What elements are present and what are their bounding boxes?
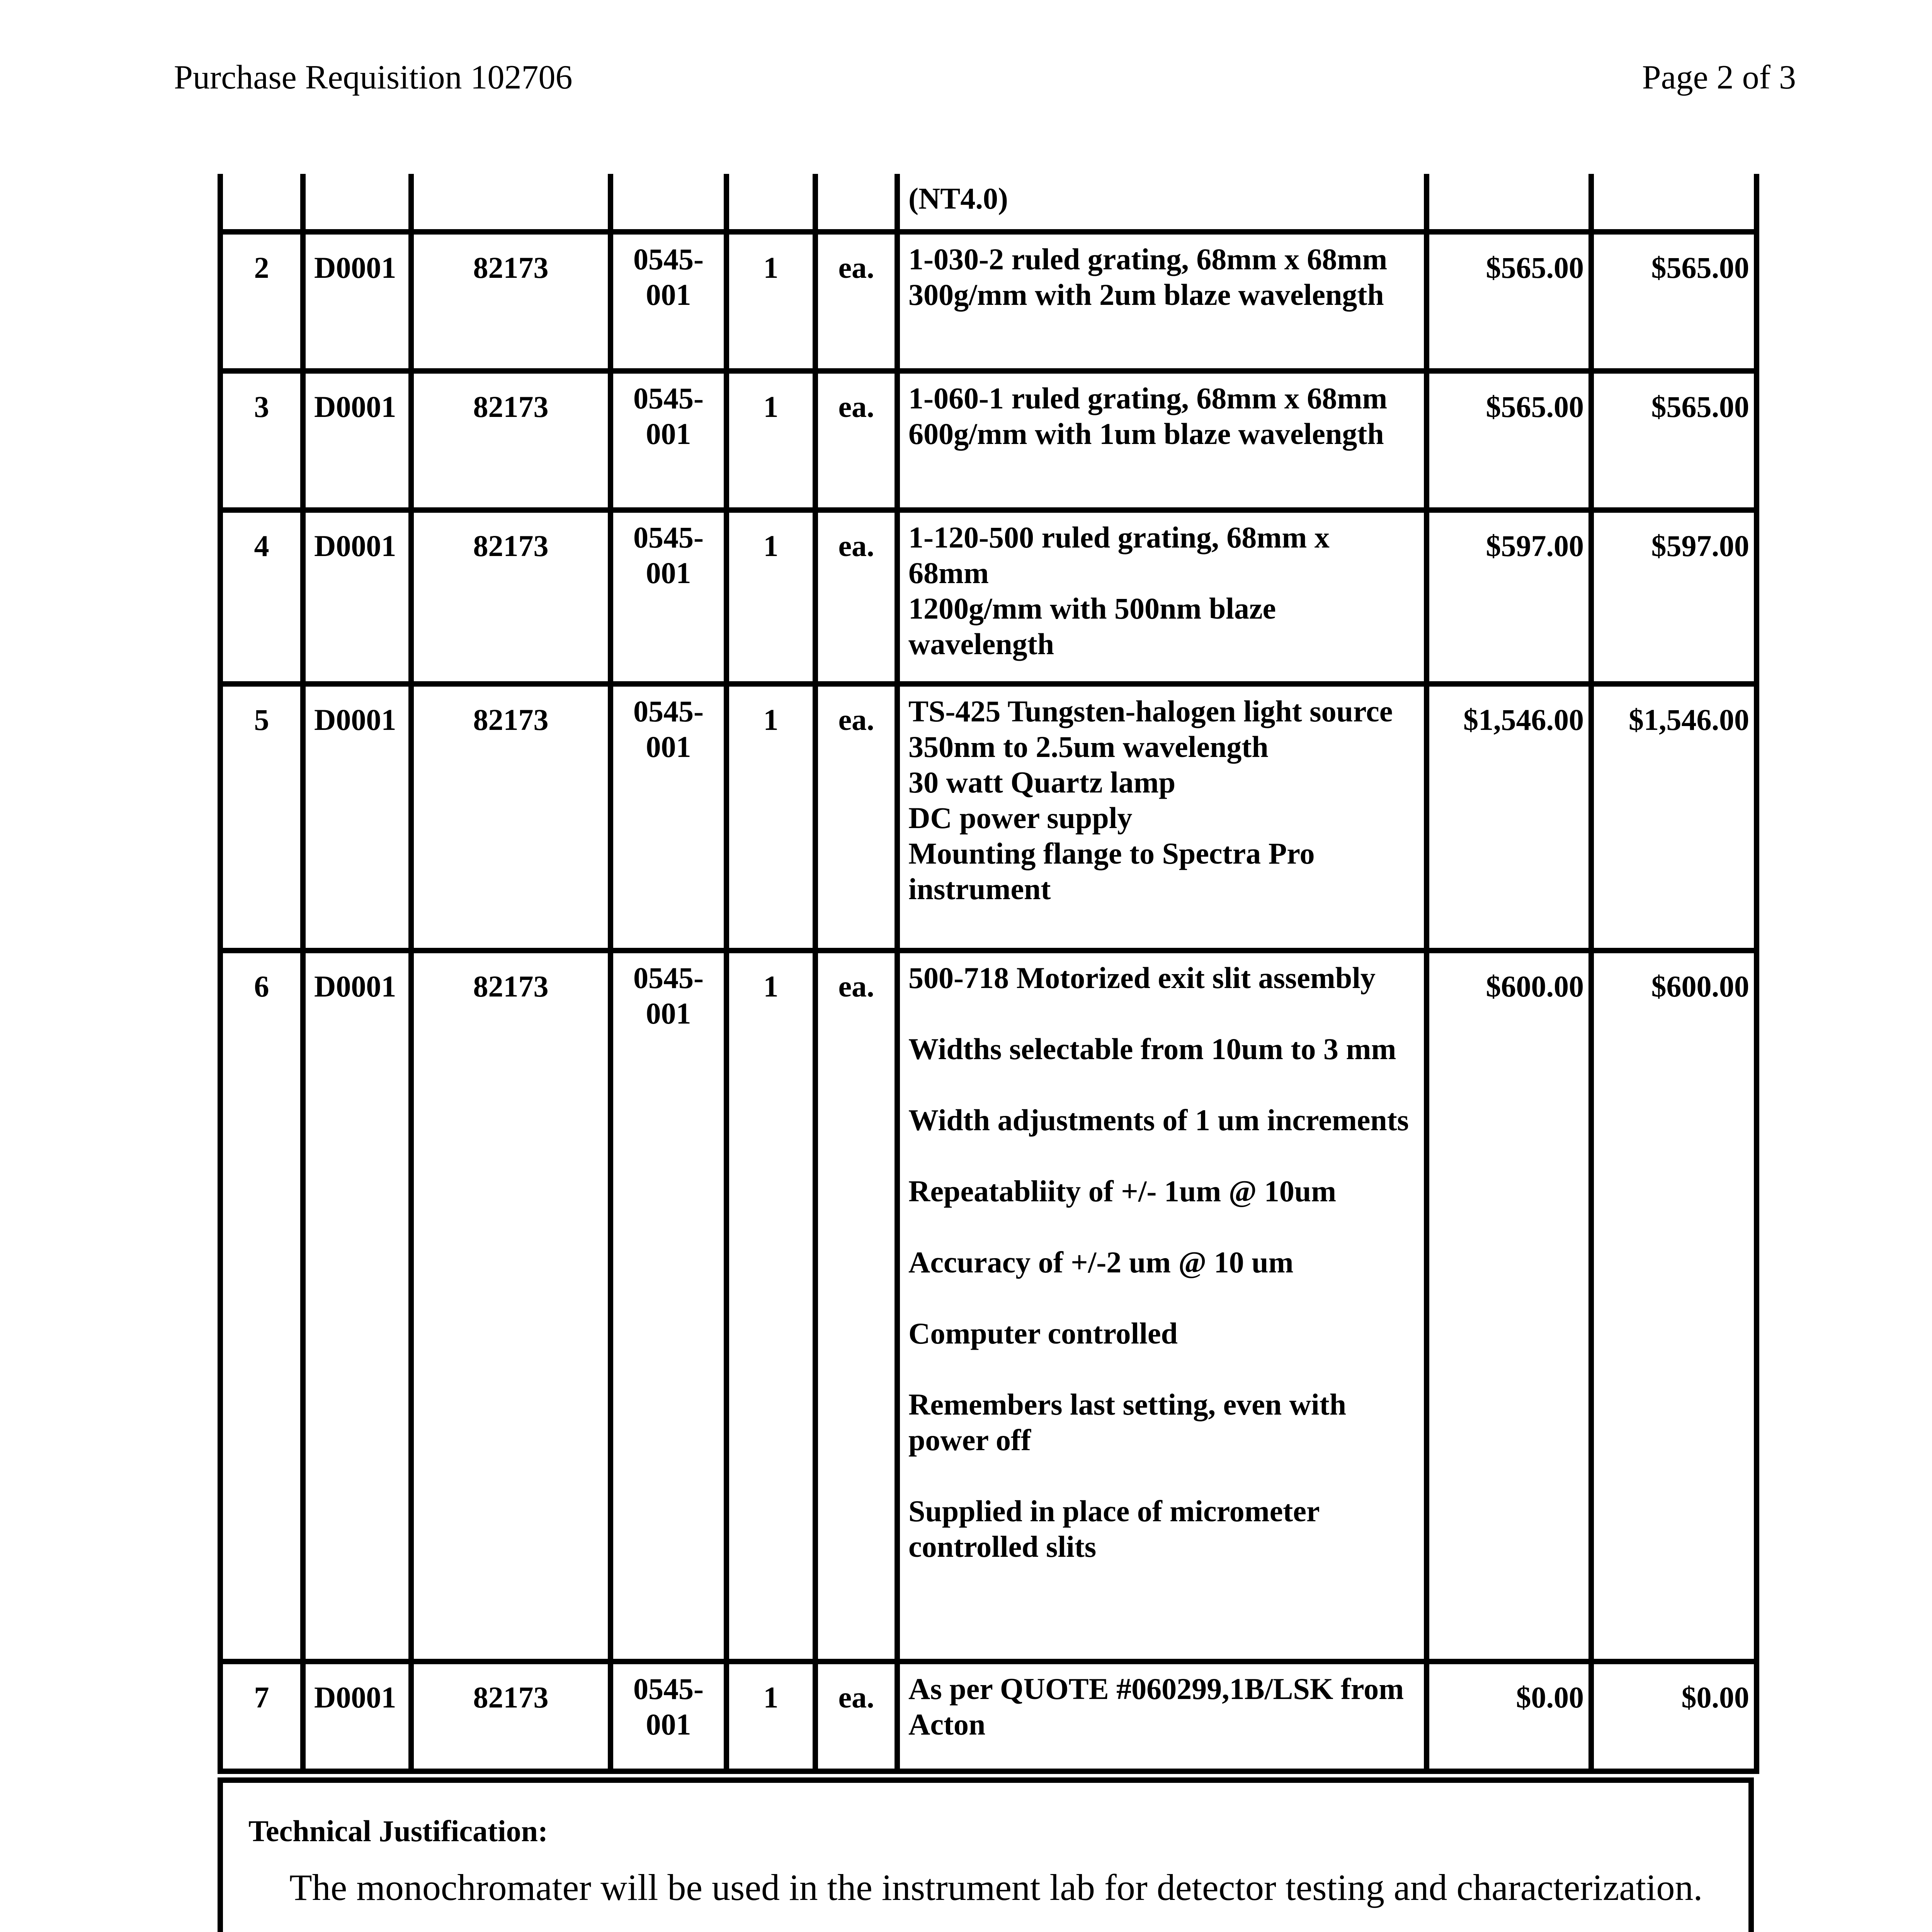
line-items-table bbox=[218, 174, 1759, 1774]
item-code: D0001 bbox=[303, 684, 411, 951]
description-line: DC power supply bbox=[908, 801, 1133, 835]
item-description bbox=[897, 232, 1427, 371]
unit-price: $1,546.00 bbox=[1427, 684, 1591, 951]
description-line: 1-060-1 ruled grating, 68mm x 68mm bbox=[908, 381, 1388, 415]
description-line: 1200g/mm with 500nm blaze wavelength bbox=[908, 592, 1276, 661]
page-number: Page 2 of 3 bbox=[1642, 59, 1796, 96]
quantity: 1 bbox=[726, 951, 815, 1662]
item-description bbox=[897, 951, 1427, 1662]
account-number: 0545- 001 bbox=[611, 951, 726, 1662]
vendor-number: 82173 bbox=[411, 510, 611, 684]
line-total: $1,546.00 bbox=[1591, 684, 1757, 951]
description-line: Mounting flange to Spectra Pro instrument bbox=[908, 837, 1315, 906]
description-line: 350nm to 2.5um wavelength bbox=[908, 730, 1269, 764]
description-line: 1-120-500 ruled grating, 68mm x 68mm bbox=[908, 520, 1330, 590]
item-description bbox=[897, 371, 1427, 510]
unit-price: $565.00 bbox=[1427, 232, 1591, 371]
item-code: D0001 bbox=[303, 232, 411, 371]
vendor-number: 82173 bbox=[411, 232, 611, 371]
line-item-row bbox=[220, 684, 1757, 951]
description-line: Repeatabliity of +/- 1um @ 10um bbox=[908, 1174, 1337, 1208]
item-description bbox=[897, 510, 1427, 684]
technical-justification-label: Technical Justification: bbox=[248, 1814, 548, 1848]
line-item-row bbox=[220, 371, 1757, 510]
vendor-number: 82173 bbox=[411, 684, 611, 951]
item-description bbox=[897, 684, 1427, 951]
description-line: Accuracy of +/-2 um @ 10 um bbox=[908, 1245, 1294, 1279]
description-line: As per QUOTE #060299,1B/LSK from Acton bbox=[908, 1672, 1404, 1741]
line-total: $600.00 bbox=[1591, 951, 1757, 1662]
account-number: 0545- 001 bbox=[611, 232, 726, 371]
account-number: 0545- 001 bbox=[611, 371, 726, 510]
line-number: 2 bbox=[220, 232, 303, 371]
description-line: Width adjustments of 1 um increments bbox=[908, 1103, 1409, 1137]
line-total: $0.00 bbox=[1591, 1662, 1757, 1771]
quantity: 1 bbox=[726, 684, 815, 951]
line-number: 3 bbox=[220, 371, 303, 510]
item-code: D0001 bbox=[303, 371, 411, 510]
unit-price: $600.00 bbox=[1427, 951, 1591, 1662]
line-item-row bbox=[220, 1662, 1757, 1771]
document-title: Purchase Requisition 102706 bbox=[174, 59, 573, 96]
item-code: D0001 bbox=[303, 510, 411, 684]
line-item-row bbox=[220, 232, 1757, 371]
line-total: $597.00 bbox=[1591, 510, 1757, 684]
unit: ea. bbox=[815, 951, 897, 1662]
line-total: $565.00 bbox=[1591, 371, 1757, 510]
description-line: Remembers last setting, even with power off bbox=[908, 1388, 1346, 1457]
unit-price: $597.00 bbox=[1427, 510, 1591, 684]
description-line: 600g/mm with 1um blaze wavelength bbox=[908, 417, 1384, 451]
line-total: $565.00 bbox=[1591, 232, 1757, 371]
account-number: 0545- 001 bbox=[611, 1662, 726, 1771]
line-number: 6 bbox=[220, 951, 303, 1662]
description-line: Supplied in place of micrometer controlled slits bbox=[908, 1494, 1320, 1563]
description-line: 500-718 Motorized exit slit assembly bbox=[908, 961, 1376, 995]
description-line: 300g/mm with 2um blaze wavelength bbox=[908, 278, 1384, 311]
description-line: TS-425 Tungsten-halogen light source bbox=[908, 694, 1393, 728]
line-number: 7 bbox=[220, 1662, 303, 1771]
quantity: 1 bbox=[726, 232, 815, 371]
line-item-row bbox=[220, 951, 1757, 1662]
item-code: D0001 bbox=[303, 1662, 411, 1771]
account-number: 0545- 001 bbox=[611, 510, 726, 684]
line-number: 5 bbox=[220, 684, 303, 951]
unit: ea. bbox=[815, 510, 897, 684]
item-description bbox=[897, 1662, 1427, 1771]
unit: ea. bbox=[815, 371, 897, 510]
description-line: Widths selectable from 10um to 3 mm bbox=[908, 1032, 1396, 1066]
quantity: 1 bbox=[726, 510, 815, 684]
unit: ea. bbox=[815, 1662, 897, 1771]
description-line: Computer controlled bbox=[908, 1316, 1178, 1350]
line-item-row bbox=[220, 510, 1757, 684]
quantity: 1 bbox=[726, 1662, 815, 1771]
line-number: 4 bbox=[220, 510, 303, 684]
unit-price: $0.00 bbox=[1427, 1662, 1591, 1771]
quantity: 1 bbox=[726, 371, 815, 510]
description-line: 1-030-2 ruled grating, 68mm x 68mm bbox=[908, 242, 1388, 276]
technical-justification-text: The monochromater will be used in the instrument lab for detector testing and characterization. bbox=[289, 1867, 1703, 1908]
vendor-number: 82173 bbox=[411, 951, 611, 1662]
carry-over-description: (NT4.0) bbox=[897, 174, 1427, 232]
vendor-number: 82173 bbox=[411, 371, 611, 510]
carry-over-row bbox=[220, 174, 1757, 232]
vendor-number: 82173 bbox=[411, 1662, 611, 1771]
unit-price: $565.00 bbox=[1427, 371, 1591, 510]
account-number: 0545- 001 bbox=[611, 684, 726, 951]
unit: ea. bbox=[815, 232, 897, 371]
description-line: 30 watt Quartz lamp bbox=[908, 765, 1176, 799]
unit: ea. bbox=[815, 684, 897, 951]
technical-justification-box bbox=[218, 1777, 1754, 1932]
item-code: D0001 bbox=[303, 951, 411, 1662]
